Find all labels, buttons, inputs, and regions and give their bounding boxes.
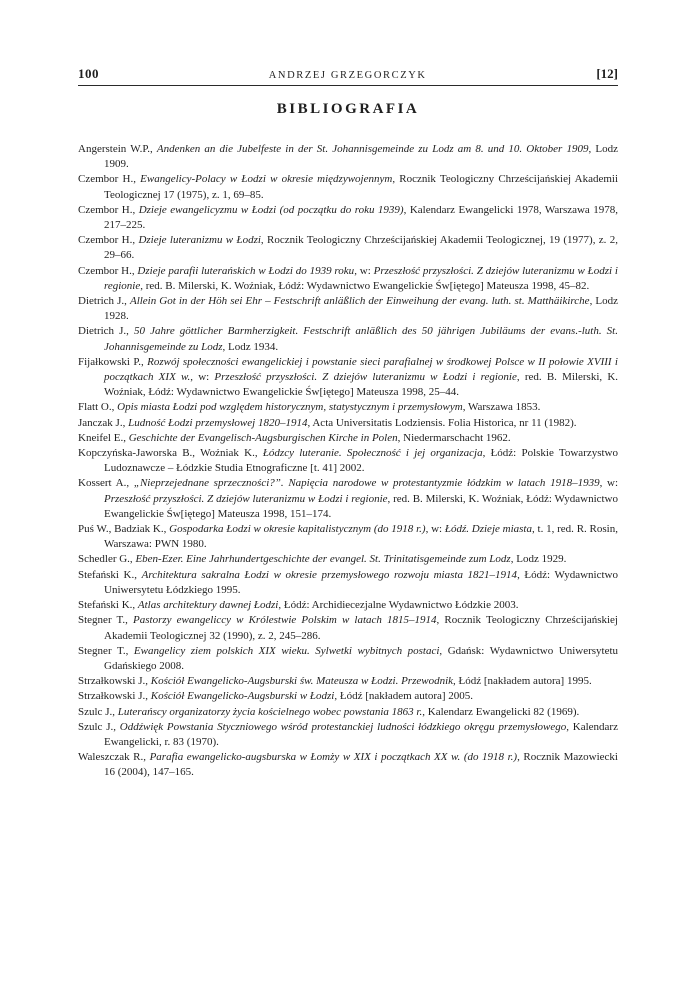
entry-text-segment: Czembor H., xyxy=(78,234,139,247)
entry-text-segment: Architektura sakralna Łodzi w okresie przemysłowego rozwoju miasta 1821–1914 xyxy=(141,568,518,581)
entry-text-segment: Ewangelicy ziem polskich XIX wieku. Sylwetki wybitnych postaci xyxy=(133,644,440,657)
entry-text-segment: , Łódź: Polskie Towarzystwo Ludoznawcze – Łódzkie Studia Etnograficzne [t. 41] 2002. xyxy=(104,447,618,475)
entry-text-segment: Atlas architektury dawnej Łodzi xyxy=(137,599,279,612)
bibliography-entry xyxy=(78,705,618,720)
entry-text-segment: , w: xyxy=(425,523,445,536)
entry-text-segment: Dzieje ewangelicyzmu w Łodzi (od początku do roku 1939) xyxy=(138,203,404,216)
entry-text-segment: „Nieprzejednane sprzeczności?”. Napięcia narodowe w protestantyzmie łódzkim w latach 1918–1939 xyxy=(133,477,600,490)
entry-text-segment: Czembor H., xyxy=(78,264,138,277)
entry-text-segment: , Łódź [nakładem autora] 2005. xyxy=(334,690,474,703)
entry-text-segment: Opis miasta Łodzi pod względem historycznym, statystycznym i przemysłowym xyxy=(117,401,463,414)
bibliography-entry xyxy=(78,203,618,233)
entry-text-segment: , w: xyxy=(190,371,215,384)
entry-text-segment: , Rocznik Teologiczny Chrześcijańskiej Akademii Teologicznej 32 (1990), z. 2, 245–286. xyxy=(104,614,618,642)
entry-text-segment: Dietrich J., xyxy=(78,295,130,308)
entry-text-segment: Stegner T., xyxy=(78,644,134,657)
entry-text-segment: , Niedermarschacht 1962. xyxy=(397,431,511,444)
bibliography-entry xyxy=(78,400,618,415)
entry-text-segment: , red. B. Milerski, K. Woźniak, Łódź: Wydawnictwo Ewangelickie Św[iętego] Mateusza 1998, 151–174. xyxy=(104,492,619,520)
bibliography-entry xyxy=(78,750,618,780)
entry-text-segment: , Rocznik Teologiczny Chrześcijańskiej Akademii Teologicznej, 19 (1977), z. 2, 29–66. xyxy=(104,234,619,262)
bibliography-entry xyxy=(78,142,618,172)
entry-text-segment: Szulc J., xyxy=(78,720,120,733)
bibliography-entry xyxy=(78,644,618,674)
bibliography-entry xyxy=(78,568,618,598)
entry-text-segment: , Lodz 1929. xyxy=(510,553,567,566)
entry-text-segment: Czembor H., xyxy=(78,203,139,216)
entry-text-segment: Strzałkowski J., xyxy=(78,690,151,703)
entry-text-segment: Flatt O., xyxy=(78,401,118,414)
entry-text-segment: Oddźwięk Powstania Styczniowego wśród protestanckiej ludności łódzkiego okręgu przemysłowego xyxy=(119,720,567,733)
entry-text-segment: Dietrich J., xyxy=(78,325,134,338)
entry-text-segment: Stefański K., xyxy=(78,568,142,581)
entry-text-segment: Kościół Ewangelicko-Augsburski w Łodzi xyxy=(150,690,335,703)
entry-text-segment: Gospodarka Łodzi w okresie kapitalistycznym (do 1918 r.) xyxy=(169,523,426,536)
entry-text-segment: Łódź. Dzieje miasta xyxy=(444,523,532,536)
bibliography-entry xyxy=(78,264,618,294)
page-header xyxy=(78,66,618,86)
entry-text-segment: , Gdańsk: Wydawnictwo Uniwersytetu Gdańskiego 2008. xyxy=(104,644,619,672)
bibliography-entry xyxy=(78,294,618,324)
entry-text-segment: Angerstein W.P., xyxy=(78,143,157,155)
entry-text-segment: , red. B. Milerski, K. Woźniak, Łódź: Wydawnictwo Ewangelickie Św[iętego] Mateusza 1998, 25–44. xyxy=(104,371,619,399)
entry-text-segment: , Łódź [nakładem autora] 1995. xyxy=(453,675,592,688)
entry-text-segment: Ludność Łodzi przemysłowej 1820–1914 xyxy=(128,416,308,429)
bibliography-entry xyxy=(78,674,618,689)
entry-text-segment: , Rocznik Teologiczny Chrześcijańskiej Akademii Teologicznej 17 (1975), z. 1, 69–85. xyxy=(104,173,619,201)
bibliography-entry xyxy=(78,720,618,750)
entry-text-segment: Pastorzy ewangeliccy w Królestwie Polskim w latach 1815–1914 xyxy=(133,614,437,627)
entry-text-segment: , Lodz 1934. xyxy=(222,340,279,353)
entry-text-segment: , Rocznik Mazowiecki 16 (2004), 147–165. xyxy=(104,751,618,779)
entry-text-segment: Przeszłość przyszłości. Z dziejów luteranizmu w Łodzi i regionie xyxy=(104,492,388,505)
entry-text-segment: Stegner T., xyxy=(78,614,134,627)
bibliography-entry xyxy=(78,613,618,643)
running-title: ANDRZEJ GRZEGORCZYK xyxy=(268,70,427,81)
bibliography-entry xyxy=(78,598,618,613)
bibliography-entry xyxy=(78,431,618,446)
entry-text-segment: Strzałkowski J., xyxy=(78,675,151,688)
bibliography-entry xyxy=(78,689,618,704)
entry-text-segment: Fijałkowski P., xyxy=(78,355,148,368)
entry-text-segment: Szulc J., xyxy=(78,705,118,718)
page-content xyxy=(78,66,618,781)
entry-text-segment: , t. 1, red. R. Rosin, Warszawa: PWN 1980. xyxy=(104,523,618,551)
entry-text-segment: , Kalendarz Ewangelicki 82 (1969). xyxy=(422,705,580,718)
entry-text-segment: Przeszłość przyszłości. Z dziejów luteranizmu w Łodzi i regionie xyxy=(104,264,618,292)
entry-text-segment: Janczak J., xyxy=(78,416,129,429)
entry-text-segment: Czembor H., xyxy=(78,173,141,186)
bibliography-entry xyxy=(78,324,618,354)
entry-text-segment: , w: xyxy=(354,264,374,277)
bibliography-entry xyxy=(78,233,618,263)
entry-text-segment: Łódzcy luteranie. Społeczność i jej organizacja xyxy=(262,447,483,460)
entry-text-segment: , Kalendarz Ewangelicki, r. 83 (1970). xyxy=(104,720,618,748)
entry-text-segment: Puś W., Badziak K., xyxy=(78,523,170,536)
entry-text-segment: , Acta Universitatis Lodziensis. Folia Historica, nr 11 (1982). xyxy=(307,416,577,429)
entry-text-segment: Dzieje parafii luterańskich w Łodzi do 1939 roku xyxy=(137,264,355,277)
entry-text-segment: Parafia ewangelicko-augsburska w Łomży w XIX i początkach XX w. (do 1918 r.) xyxy=(149,751,518,764)
page-number: 100 xyxy=(78,66,99,81)
entry-text-segment: Luterańscy organizatorzy życia kościelnego wobec powstania 1863 r. xyxy=(117,705,423,718)
bibliography-entry xyxy=(78,476,618,522)
bibliography-entry xyxy=(78,355,618,401)
entry-text-segment: , Lodz 1928. xyxy=(104,295,618,323)
entry-text-segment: , Lodz 1909. xyxy=(104,143,619,171)
entry-text-segment: 50 Jahre göttlicher Barmherzigkeit. Festschrift anläßlich des 50 jährigen Jubiläums der evans.-luth. St. Johannisgemeinde zu Lodz xyxy=(104,325,618,353)
bibliography-entry xyxy=(78,172,618,202)
entry-text-segment: Kneifel E., xyxy=(78,431,129,444)
entry-text-segment: Ewangelicy-Polacy w Łodzi w okresie międzywojennym xyxy=(140,173,393,186)
entry-text-segment: Kossert A., xyxy=(78,477,134,490)
bibliography-entry xyxy=(78,552,618,567)
bibliography-entry xyxy=(78,446,618,476)
entry-text-segment: Przeszłość przyszłości. Z dziejów luteranizmu w Łodzi i regionie xyxy=(214,371,517,384)
bibliography-entry xyxy=(78,416,618,431)
entry-text-segment: Stefański K., xyxy=(78,599,138,612)
entry-text-segment: Geschichte der Evangelisch-Augsburgischen Kirche in Polen xyxy=(128,431,398,444)
entry-text-segment: Rozwój społeczności ewangelickiej i powstanie sieci parafialnej w środkowej Polsce w II połowie XVIII i początkach XIX w. xyxy=(104,355,618,384)
entry-text-segment: Kościół Ewangelicko-Augsburski św. Mateusza w Łodzi. Przewodnik xyxy=(150,675,454,688)
entry-text-segment: , Łódź: Wydawnictwo Uniwersytetu Łódzkiego 1995. xyxy=(104,568,618,596)
entry-text-segment: , Kalendarz Ewangelicki 1978, Warszawa 1978, 217–225. xyxy=(104,203,619,232)
entry-text-segment: Schedler G., xyxy=(78,553,136,566)
bibliography-entry xyxy=(78,522,618,552)
entry-text-segment: Dzieje luteranizmu w Łodzi xyxy=(138,234,261,247)
issue-number: [12] xyxy=(596,66,618,81)
entry-text-segment: , Łódź: Archidiecezjalne Wydawnictwo Łódzkie 2003. xyxy=(278,599,519,612)
entry-text-segment: , w: xyxy=(599,477,619,490)
bibliography-list xyxy=(78,142,618,781)
entry-text-segment: Eben-Ezer. Eine Jahrhundertgeschichte der evangel. St. Trinitatisgemeinde zum Lodz xyxy=(135,553,511,566)
entry-text-segment: Andenken an die Jubelfeste in der St. Johannisgemeinde zu Lodz am 8. und 10. Oktober 1909 xyxy=(156,143,589,155)
entry-text-segment: Allein Got in der Höh sei Ehr – Festschrift anläßlich der Einweihung der evang. luth. st. Matthäikirche xyxy=(129,295,590,308)
entry-text-segment: , Warszawa 1853. xyxy=(462,401,541,414)
page-title: BIBLIOGRAFIA xyxy=(276,101,420,117)
entry-text-segment: Kopczyńska-Jaworska B., Woźniak K., xyxy=(78,447,263,460)
entry-text-segment: Waleszczak R., xyxy=(78,751,150,764)
entry-text-segment: , red. B. Milerski, K. Woźniak, Łódź: Wydawnictwo Ewangelickie Św[iętego] Mateusza 1998, 45–82. xyxy=(140,279,590,292)
